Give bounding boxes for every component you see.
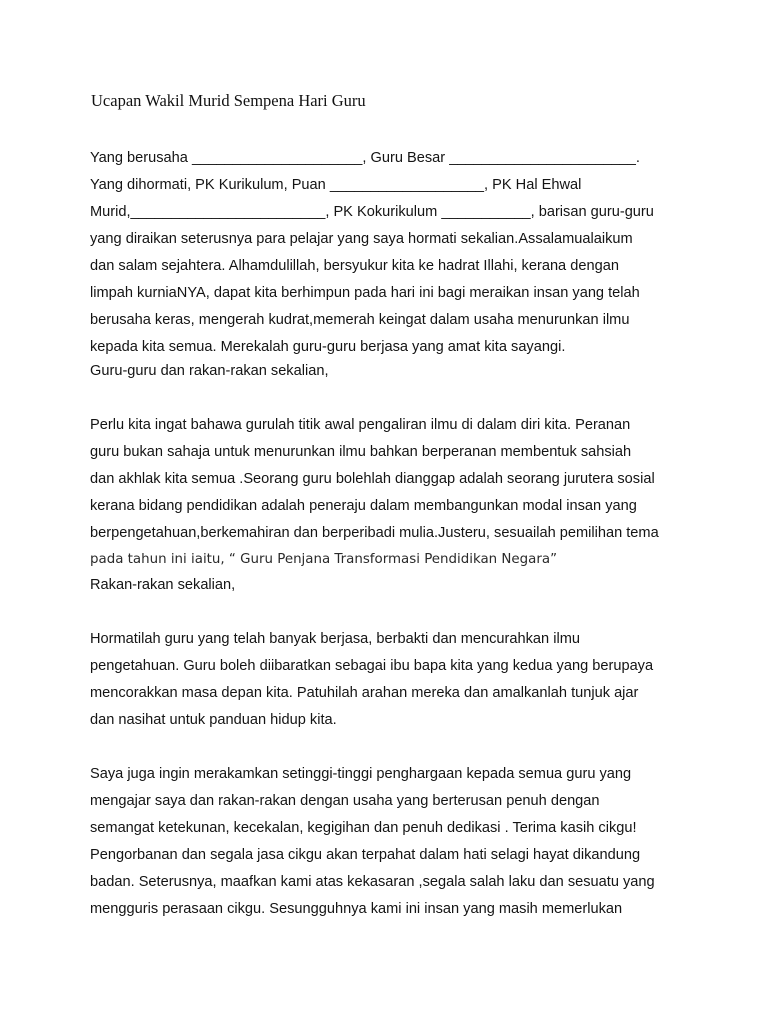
text-line: dan akhlak kita semua .Seorang guru bolehlah dianggap adalah seorang jurutera sosial	[90, 471, 655, 487]
text-line: badan. Seterusnya, maafkan kami atas kekasaran ,segala salah laku dan sesuatu yang	[90, 874, 655, 890]
text-line: berusaha keras, mengerah kudrat,memerah keingat dalam usaha menurunkan ilmu	[90, 312, 630, 328]
text-line: semangat ketekunan, kecekalan, kegigihan dan penuh dedikasi . Terima kasih cikgu!	[90, 820, 637, 836]
text-line: Perlu kita ingat bahawa gurulah titik awal pengaliran ilmu di dalam diri kita. Peranan	[90, 417, 631, 433]
text-line: pengetahuan. Guru boleh diibaratkan sebagai ibu bapa kita yang kedua yang berupaya	[90, 658, 654, 674]
text-line: dan nasihat untuk panduan hidup kita.	[90, 712, 337, 728]
text-line: mengguris perasaan cikgu. Sesungguhnya kami ini insan yang masih memerlukan	[90, 901, 623, 917]
text-line: mencorakkan masa depan kita. Patuhilah arahan mereka dan amalkanlah tunjuk ajar	[90, 685, 639, 701]
text-line: Guru-guru dan rakan-rakan sekalian,	[90, 363, 329, 379]
text-line: Yang berusaha _____________________, Guru Besar _______________________.	[90, 150, 640, 166]
text-line: guru bukan sahaja untuk menurunkan ilmu bahkan berperanan membentuk sahsiah	[90, 444, 632, 460]
text-line: Hormatilah guru yang telah banyak berjasa, berbakti dan mencurahkan ilmu	[90, 631, 580, 647]
text-line: kerana bidang pendidikan adalah peneraju dalam membangunkan modal insan yang	[90, 498, 637, 514]
text-line: Saya juga ingin merakamkan setinggi-tinggi penghargaan kepada semua guru yang	[90, 766, 632, 782]
text-line: Rakan-rakan sekalian,	[90, 577, 236, 593]
text-line: limpah kurniaNYA, dapat kita berhimpun pada hari ini bagi meraikan insan yang telah	[90, 285, 640, 301]
text-line: dan salam sejahtera. Alhamdulillah, bersyukur kita ke hadrat Illahi, kerana dengan	[90, 258, 619, 274]
text-line: kepada kita semua. Merekalah guru-guru berjasa yang amat kita sayangi.	[90, 339, 566, 355]
text-line: Murid,________________________, PK Kokurikulum ___________, barisan guru-guru	[90, 204, 654, 220]
text-line: mengajar saya dan rakan-rakan dengan usaha yang berterusan penuh dengan	[90, 793, 600, 809]
document-title: Ucapan Wakil Murid Sempena Hari Guru	[91, 91, 366, 110]
text-line: Yang dihormati, PK Kurikulum, Puan ___________________, PK Hal Ehwal	[90, 177, 582, 193]
text-line: berpengetahuan,berkemahiran dan berperibadi mulia.Justeru, sesuailah pemilihan tema	[90, 525, 659, 541]
text-line: Pengorbanan dan segala jasa cikgu akan terpahat dalam hati selagi hayat dikandung	[90, 847, 641, 863]
text-line-theme: pada tahun ini iaitu, “ Guru Penjana Transformasi Pendidikan Negara”	[90, 552, 558, 567]
text-line: yang diraikan seterusnya para pelajar yang saya hormati sekalian.Assalamualaikum	[90, 231, 633, 247]
